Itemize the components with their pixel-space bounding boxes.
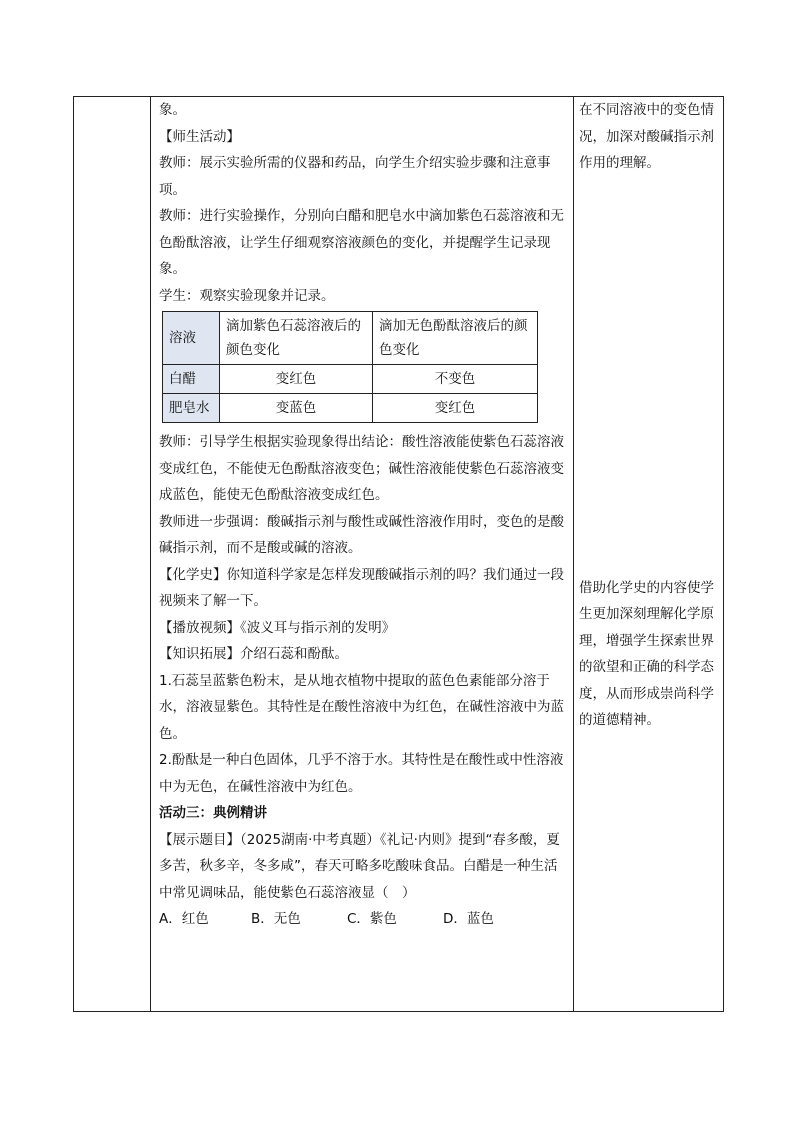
section-teacher-student: 【师生活动】	[159, 128, 240, 145]
side-note-1: 在不同溶液中的变色情况，加深对酸碱指示剂作用的理解。	[579, 102, 714, 171]
option-b: B．无色	[251, 911, 301, 927]
table-header-row	[163, 312, 538, 365]
column-divider-right	[573, 97, 574, 1011]
table-header-cell: 滴加无色酚酞溶液后的颜色变化	[373, 312, 538, 365]
table-cell: 不变色	[373, 365, 538, 394]
table-row	[163, 365, 538, 394]
teacher-show-text: 教师：展示实验所需的仪器和药品，向学生介绍实验步骤和注意事项。	[159, 155, 551, 198]
option-a: A．红色	[159, 911, 209, 927]
lesson-table	[73, 96, 724, 1012]
side-note-2: 借助化学史的内容使学生更加深刻理解化学原理，增强学生探索世界的欲望和正确的科学态度，从而形成崇尚科学的道德精神。	[579, 579, 714, 728]
phenolphthalein-text: 2.酚酞是一种白色固体，几乎不溶于水。其特性是在酸性或中性溶液中为无色，在碱性溶液中为红色。	[159, 752, 564, 795]
table-cell: 变红色	[373, 394, 538, 423]
table-cell: 白醋	[163, 365, 220, 394]
teacher-guide-text: 教师：引导学生根据实验现象得出结论：酸性溶液能使紫色石蕊溶液变成红色，不能使无色酚酞溶液变色；碱性溶液能使紫色石蕊溶液变成蓝色，能使无色酚酞溶液变成红色。	[159, 434, 564, 503]
table-row	[163, 394, 538, 423]
column-divider-left	[150, 97, 151, 1011]
text-line-top: 象。	[159, 102, 186, 118]
play-video-text: 【播放视频】《波义耳与指示剂的发明》	[159, 619, 396, 636]
answer-options	[159, 906, 567, 933]
design-intent-column	[579, 97, 719, 734]
table-cell: 肥皂水	[163, 394, 220, 423]
teaching-process-column	[159, 97, 567, 933]
option-d: D．蓝色	[443, 911, 494, 927]
chem-history-text: 【化学史】你知道科学家是怎样发现酸碱指示剂的吗？我们通过一段视频来了解一下。	[159, 566, 564, 609]
table-cell: 变蓝色	[220, 394, 373, 423]
table-cell: 变红色	[220, 365, 373, 394]
option-c: C．紫色	[347, 911, 397, 927]
table-header-cell: 滴加紫色石蕊溶液后的颜色变化	[220, 312, 373, 365]
table-header-cell: 溶液	[163, 312, 220, 365]
student-observe-text: 学生：观察实验现象并记录。	[159, 287, 335, 304]
litmus-text: 1.石蕊呈蓝紫色粉末，是从地衣植物中提取的蓝色色素能部分溶于水，溶液显紫色。其特性是在酸性溶液中为红色，在碱性溶液中为蓝色。	[159, 672, 564, 742]
observation-table	[162, 311, 538, 423]
question-text: 【展示题目】（2025湖南·中考真题）《礼记·内则》提到“春多酸，夏多苦，秋多辛，冬多咸”，春天可略多吃酸味食品。白醋是一种生活中常见调味品，能使紫色石蕊溶液显（ ）	[159, 831, 560, 901]
knowledge-ext-text: 【知识拓展】介绍石蕊和酚酞。	[159, 646, 348, 662]
teacher-emphasis-text: 教师进一步强调：酸碱指示剂与酸性或碱性溶液作用时，变色的是酸碱指示剂，而不是酸或碱的溶液。	[159, 513, 564, 556]
teacher-operate-text: 教师：进行实验操作，分别向白醋和肥皂水中滴加紫色石蕊溶液和无色酚酞溶液，让学生仔细观察溶液颜色的变化，并提醒学生记录现象。	[159, 208, 564, 277]
activity-three-heading: 活动三：典例精讲	[159, 805, 267, 821]
